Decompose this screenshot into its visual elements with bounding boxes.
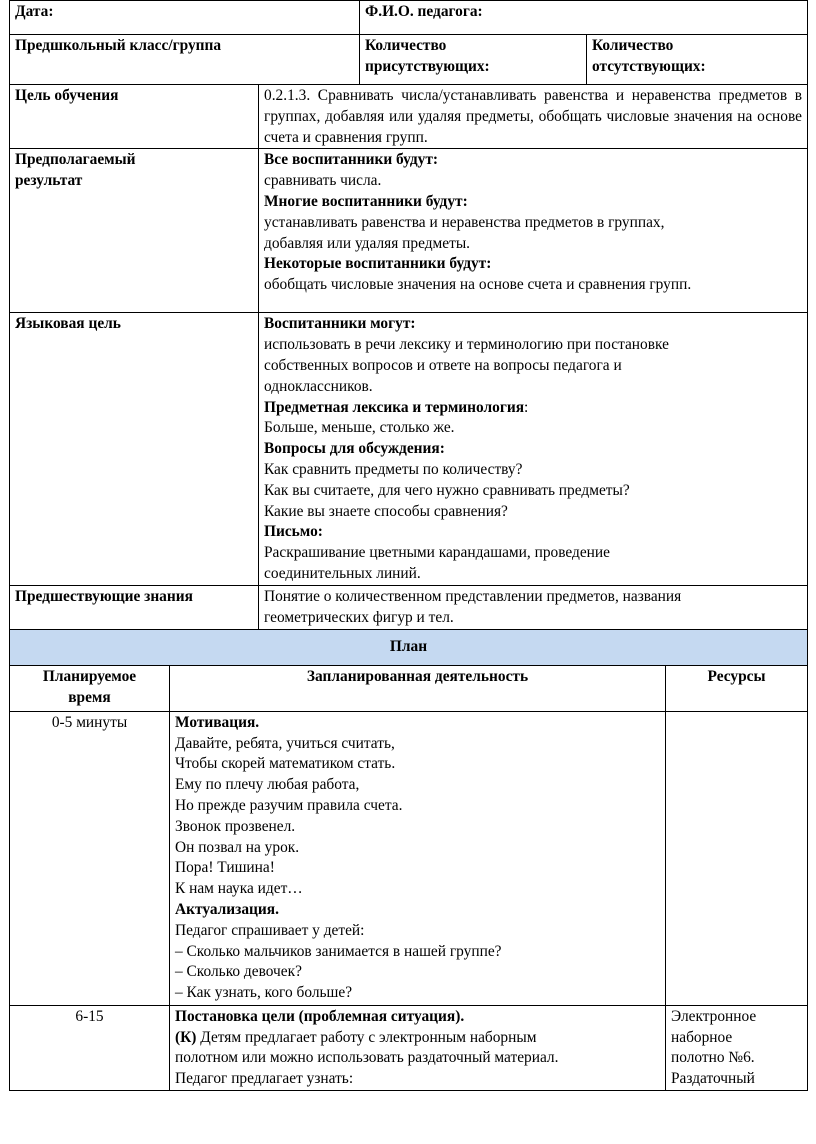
discussion-questions-title: Вопросы для обсуждения:: [264, 440, 445, 458]
all-students-title: Все воспитанники будут:: [264, 151, 439, 169]
table-row: [10, 711, 808, 1005]
k-label: (К): [175, 1028, 197, 1046]
date-label: Дата:: [10, 1, 360, 35]
teacher-label: Ф.И.О. педагога:: [360, 1, 808, 35]
prior-knowledge-label: Предшествующие знания: [10, 585, 259, 629]
some-students-title: Некоторые воспитанники будут:: [264, 255, 492, 273]
class-label: Предшкольный класс/группа: [10, 35, 360, 85]
col-resources-header: Ресурсы: [666, 665, 808, 711]
row-resources: [666, 711, 808, 1005]
students-can-title: Воспитанники могут:: [264, 315, 416, 333]
goal-label: Цель обучения: [10, 85, 259, 149]
many-students-title: Многие воспитанники будут:: [264, 192, 468, 210]
lesson-plan-page: [9, 0, 807, 1091]
language-goal-label: Языковая цель: [10, 313, 259, 585]
table-row: [10, 1005, 808, 1090]
absent-count-label: Количество отсутствующих:: [587, 35, 808, 85]
vocab-title: Предметная лексика и терминология: [264, 398, 525, 416]
plan-title: План: [10, 629, 808, 665]
plan-table: [9, 629, 808, 1091]
present-count-label: Количество присутствующих:: [360, 35, 587, 85]
expected-result: Все воспитанники будут: сравнивать числа. Многие воспитанники будут: устанавливать равенства и неравенства предметов в группах, добавляя или удаляя предметы. Некоторые воспитанники будут: обобщать числовые значения на основе счета и сравнения групп.: [259, 149, 808, 313]
prior-knowledge-text: Понятие о количественном представлении предметов, названия геометрических фигур и тел.: [259, 585, 808, 629]
goals-table: [9, 84, 808, 630]
row-activity: Мотивация. Давайте, ребята, учиться считать, Чтобы скорей математиком стать. Ему по плечу любая работа, Но прежде разучим правила счета. Звонок прозвенел. Он позвал на урок. Пора! Тишина! К нам наука идет… Актуализация. Педагог спрашивает у детей: – Сколько мальчиков занимается в нашей группе? – Сколько девочек? – Как узнать, кого больше?: [170, 711, 666, 1005]
row-activity: Постановка цели (проблемная ситуация). (К) Детям предлагает работу с электронным наборным полотном или можно использовать раздаточный материал. Педагог предлагает узнать:: [170, 1005, 666, 1090]
row-time: 6-15: [10, 1005, 170, 1090]
language-goal: Воспитанники могут: использовать в речи лексику и терминологию при постановке собственных вопросов и ответе на вопросы педагога и одноклассников. Предметная лексика и терминология: Больше, меньше, столько же. Вопросы для обсуждения: Как сравнить предметы по количеству? Как вы считаете, для чего нужно сравнивать предметы? Какие вы знаете способы сравнения? Письмо: Раскрашивание цветными карандашами, проведение соединительных линий.: [259, 313, 808, 585]
col-time-header: Планируемое время: [10, 665, 170, 711]
col-activity-header: Запланированная деятельность: [170, 665, 666, 711]
goal-setting-title: Постановка цели (проблемная ситуация).: [175, 1007, 465, 1025]
row-resources: Электронное наборное полотно №6. Раздаточный: [666, 1005, 808, 1090]
writing-title: Письмо:: [264, 523, 323, 541]
goal-text: 0.2.1.3. Сравнивать числа/устанавливать равенства и неравенства предметов в группах, добавляя или удаляя предметы, обобщать числовые значения на основе счета и сравнения групп.: [259, 85, 808, 149]
expected-label: Предполагаемый результат: [10, 149, 259, 313]
header-table: [9, 0, 808, 85]
row-time: 0-5 минуты: [10, 711, 170, 1005]
actualization-title: Актуализация.: [175, 900, 279, 918]
motivation-title: Мотивация.: [175, 713, 260, 731]
